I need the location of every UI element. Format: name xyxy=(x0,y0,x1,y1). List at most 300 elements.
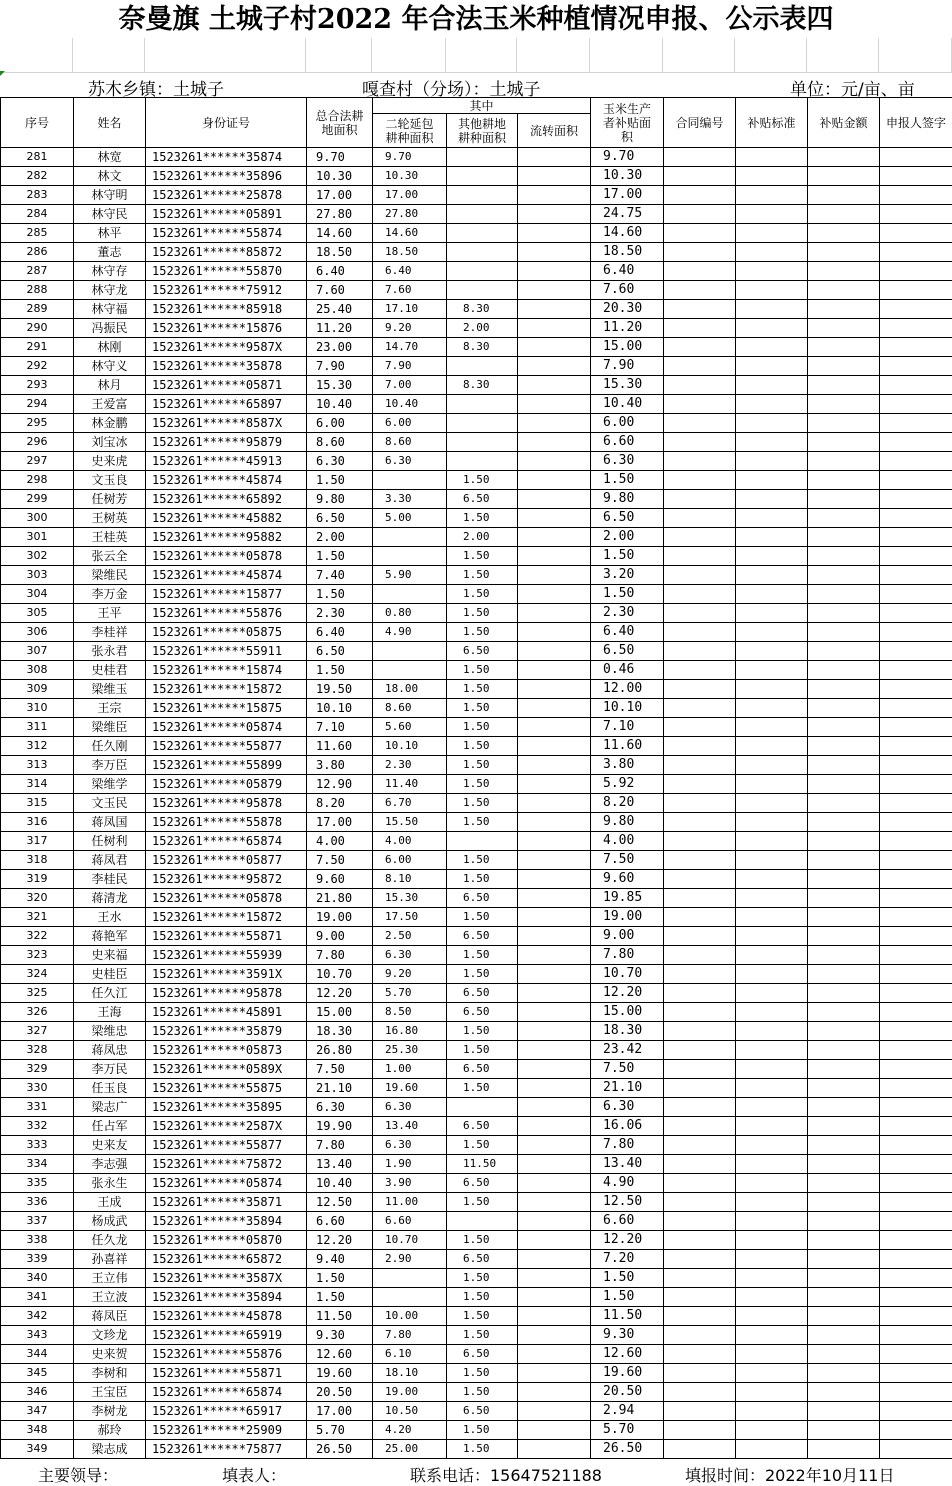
seq-cell: 336 xyxy=(1,1193,74,1212)
name-cell: 任树芳 xyxy=(74,490,146,509)
total-area-cell: 7.50 xyxy=(307,1060,373,1079)
name-cell: 王宗 xyxy=(74,699,146,718)
second-round-cell: 5.70 xyxy=(373,984,447,1003)
id-cell: 1523261******65917 xyxy=(146,1402,307,1421)
total-area-cell: 12.50 xyxy=(307,1193,373,1212)
amount-cell xyxy=(808,1155,880,1174)
seq-cell: 288 xyxy=(1,281,74,300)
second-round-cell: 11.00 xyxy=(373,1193,447,1212)
total-area-cell: 25.40 xyxy=(307,300,373,319)
amount-cell xyxy=(808,1440,880,1459)
producer-area-cell: 9.80 xyxy=(591,813,664,832)
std-cell xyxy=(736,1003,808,1022)
contract-cell xyxy=(664,737,736,756)
std-cell xyxy=(736,1250,808,1269)
header-contract: 合同编号 xyxy=(664,98,736,148)
amount-cell xyxy=(808,186,880,205)
contract-cell xyxy=(664,224,736,243)
second-round-cell xyxy=(373,471,447,490)
total-area-cell: 10.30 xyxy=(307,167,373,186)
table-row xyxy=(1,1250,952,1269)
std-cell xyxy=(736,509,808,528)
amount-cell xyxy=(808,813,880,832)
contract-cell xyxy=(664,414,736,433)
std-cell xyxy=(736,1117,808,1136)
name-cell: 李树和 xyxy=(74,1364,146,1383)
other-area-cell: 1.50 xyxy=(447,623,518,642)
second-round-cell: 3.90 xyxy=(373,1174,447,1193)
producer-area-cell: 7.80 xyxy=(591,946,664,965)
seq-cell: 339 xyxy=(1,1250,74,1269)
name-cell: 王爱富 xyxy=(74,395,146,414)
other-area-cell xyxy=(447,224,518,243)
seq-cell: 299 xyxy=(1,490,74,509)
std-cell xyxy=(736,1345,808,1364)
total-area-cell: 17.00 xyxy=(307,813,373,832)
total-area-cell: 17.00 xyxy=(307,1402,373,1421)
amount-cell xyxy=(808,1326,880,1345)
seq-cell: 290 xyxy=(1,319,74,338)
sign-cell xyxy=(880,718,952,737)
producer-area-cell: 7.90 xyxy=(591,357,664,376)
table-row xyxy=(1,186,952,205)
second-round-cell xyxy=(373,642,447,661)
total-area-cell: 10.40 xyxy=(307,395,373,414)
transfer-cell xyxy=(518,1003,591,1022)
id-cell: 1523261******05878 xyxy=(146,889,307,908)
seq-cell: 347 xyxy=(1,1402,74,1421)
amount-cell xyxy=(808,566,880,585)
amount-cell xyxy=(808,205,880,224)
second-round-cell: 6.30 xyxy=(373,1098,447,1117)
contract-cell xyxy=(664,1345,736,1364)
name-cell: 李志强 xyxy=(74,1155,146,1174)
std-cell xyxy=(736,965,808,984)
total-area-cell: 12.90 xyxy=(307,775,373,794)
amount-cell xyxy=(808,319,880,338)
contract-cell xyxy=(664,1440,736,1459)
seq-cell: 337 xyxy=(1,1212,74,1231)
seq-cell: 298 xyxy=(1,471,74,490)
seq-cell: 324 xyxy=(1,965,74,984)
producer-area-cell: 5.70 xyxy=(591,1421,664,1440)
transfer-cell xyxy=(518,319,591,338)
amount-cell xyxy=(808,1345,880,1364)
producer-area-cell: 7.10 xyxy=(591,718,664,737)
std-cell xyxy=(736,319,808,338)
footer-leader: 主要领导： xyxy=(38,1463,118,1486)
std-cell xyxy=(736,680,808,699)
other-area-cell: 6.50 xyxy=(447,1250,518,1269)
amount-cell xyxy=(808,908,880,927)
second-round-cell: 10.10 xyxy=(373,737,447,756)
transfer-cell xyxy=(518,566,591,585)
seq-cell: 306 xyxy=(1,623,74,642)
producer-area-cell: 10.10 xyxy=(591,699,664,718)
contract-cell xyxy=(664,1231,736,1250)
contract-cell xyxy=(664,1402,736,1421)
std-cell xyxy=(736,984,808,1003)
table-row xyxy=(1,1402,952,1421)
name-cell: 李树龙 xyxy=(74,1402,146,1421)
std-cell xyxy=(736,946,808,965)
transfer-cell xyxy=(518,889,591,908)
id-cell: 1523261******55876 xyxy=(146,604,307,623)
amount-cell xyxy=(808,1060,880,1079)
std-cell xyxy=(736,148,808,167)
producer-area-cell: 11.20 xyxy=(591,319,664,338)
contract-cell xyxy=(664,832,736,851)
sign-cell xyxy=(880,319,952,338)
contract-cell xyxy=(664,395,736,414)
sign-cell xyxy=(880,186,952,205)
name-cell: 史来友 xyxy=(74,1136,146,1155)
seq-cell: 326 xyxy=(1,1003,74,1022)
other-area-cell xyxy=(447,148,518,167)
id-cell: 1523261******2587X xyxy=(146,1117,307,1136)
std-cell xyxy=(736,1231,808,1250)
table-row xyxy=(1,1136,952,1155)
transfer-cell xyxy=(518,414,591,433)
amount-cell xyxy=(808,1098,880,1117)
table-row xyxy=(1,1193,952,1212)
table-row xyxy=(1,585,952,604)
transfer-cell xyxy=(518,623,591,642)
seq-cell: 320 xyxy=(1,889,74,908)
contract-cell xyxy=(664,357,736,376)
contract-cell xyxy=(664,1269,736,1288)
seq-cell: 289 xyxy=(1,300,74,319)
amount-cell xyxy=(808,338,880,357)
seq-cell: 331 xyxy=(1,1098,74,1117)
seq-cell: 308 xyxy=(1,661,74,680)
transfer-cell xyxy=(518,737,591,756)
name-cell: 刘宝冰 xyxy=(74,433,146,452)
transfer-cell xyxy=(518,642,591,661)
sign-cell xyxy=(880,1307,952,1326)
contract-cell xyxy=(664,452,736,471)
seq-cell: 307 xyxy=(1,642,74,661)
header-seq: 序号 xyxy=(1,98,74,148)
amount-cell xyxy=(808,870,880,889)
std-cell xyxy=(736,1288,808,1307)
amount-cell xyxy=(808,1421,880,1440)
transfer-cell xyxy=(518,1402,591,1421)
table-row xyxy=(1,1383,952,1402)
second-round-cell: 18.00 xyxy=(373,680,447,699)
second-round-cell: 2.90 xyxy=(373,1250,447,1269)
producer-area-cell: 17.00 xyxy=(591,186,664,205)
std-cell xyxy=(736,186,808,205)
producer-area-cell: 11.60 xyxy=(591,737,664,756)
seq-cell: 321 xyxy=(1,908,74,927)
std-cell xyxy=(736,395,808,414)
name-cell: 林守民 xyxy=(74,205,146,224)
std-cell xyxy=(736,1440,808,1459)
second-round-cell: 15.50 xyxy=(373,813,447,832)
other-area-cell: 6.50 xyxy=(447,1003,518,1022)
total-area-cell: 21.10 xyxy=(307,1079,373,1098)
transfer-cell xyxy=(518,1079,591,1098)
amount-cell xyxy=(808,1383,880,1402)
std-cell xyxy=(736,775,808,794)
transfer-cell xyxy=(518,1155,591,1174)
name-cell: 任久江 xyxy=(74,984,146,1003)
name-cell: 王立伟 xyxy=(74,1269,146,1288)
amount-cell xyxy=(808,661,880,680)
producer-area-cell: 19.60 xyxy=(591,1364,664,1383)
seq-cell: 319 xyxy=(1,870,74,889)
seq-cell: 285 xyxy=(1,224,74,243)
contract-cell xyxy=(664,965,736,984)
id-cell: 1523261******35871 xyxy=(146,1193,307,1212)
second-round-cell: 2.50 xyxy=(373,927,447,946)
total-area-cell: 18.50 xyxy=(307,243,373,262)
second-round-cell: 6.00 xyxy=(373,414,447,433)
id-cell: 1523261******45878 xyxy=(146,1307,307,1326)
transfer-cell xyxy=(518,1269,591,1288)
second-round-cell: 7.60 xyxy=(373,281,447,300)
table-row xyxy=(1,414,952,433)
amount-cell xyxy=(808,148,880,167)
other-area-cell: 8.30 xyxy=(447,300,518,319)
producer-area-cell: 16.06 xyxy=(591,1117,664,1136)
std-cell xyxy=(736,1212,808,1231)
cell-marker xyxy=(0,71,5,76)
second-round-cell: 9.20 xyxy=(373,319,447,338)
sign-cell xyxy=(880,1193,952,1212)
empty-grid-row xyxy=(0,38,952,73)
table-row xyxy=(1,1440,952,1459)
amount-cell xyxy=(808,376,880,395)
total-area-cell: 9.60 xyxy=(307,870,373,889)
transfer-cell xyxy=(518,1098,591,1117)
declaration-table xyxy=(0,97,952,1459)
table-row xyxy=(1,832,952,851)
transfer-cell xyxy=(518,528,591,547)
total-area-cell: 8.20 xyxy=(307,794,373,813)
name-cell: 张永君 xyxy=(74,642,146,661)
other-area-cell xyxy=(447,395,518,414)
id-cell: 1523261******55876 xyxy=(146,1345,307,1364)
table-row xyxy=(1,205,952,224)
amount-cell xyxy=(808,281,880,300)
seq-cell: 281 xyxy=(1,148,74,167)
contract-cell xyxy=(664,566,736,585)
producer-area-cell: 24.75 xyxy=(591,205,664,224)
name-cell: 任久龙 xyxy=(74,1231,146,1250)
sign-cell xyxy=(880,1421,952,1440)
name-cell: 林守龙 xyxy=(74,281,146,300)
name-cell: 梁维忠 xyxy=(74,1022,146,1041)
contract-cell xyxy=(664,1098,736,1117)
contract-cell xyxy=(664,680,736,699)
transfer-cell xyxy=(518,243,591,262)
sign-cell xyxy=(880,566,952,585)
name-cell: 蒋清龙 xyxy=(74,889,146,908)
name-cell: 王成 xyxy=(74,1193,146,1212)
producer-area-cell: 6.60 xyxy=(591,1212,664,1231)
total-area-cell: 12.20 xyxy=(307,1231,373,1250)
producer-area-cell: 14.60 xyxy=(591,224,664,243)
total-area-cell: 7.40 xyxy=(307,566,373,585)
second-round-cell: 18.50 xyxy=(373,243,447,262)
contract-cell xyxy=(664,642,736,661)
name-cell: 蒋凤臣 xyxy=(74,1307,146,1326)
name-cell: 文玉民 xyxy=(74,794,146,813)
id-cell: 1523261******15877 xyxy=(146,585,307,604)
std-cell xyxy=(736,357,808,376)
name-cell: 林月 xyxy=(74,376,146,395)
sign-cell xyxy=(880,1326,952,1345)
total-area-cell: 9.30 xyxy=(307,1326,373,1345)
std-cell xyxy=(736,338,808,357)
second-round-cell: 6.00 xyxy=(373,851,447,870)
id-cell: 1523261******55871 xyxy=(146,1364,307,1383)
producer-area-cell: 18.50 xyxy=(591,243,664,262)
amount-cell xyxy=(808,1136,880,1155)
sign-cell xyxy=(880,756,952,775)
table-row xyxy=(1,490,952,509)
header-amount: 补贴金额 xyxy=(808,98,880,148)
name-cell: 董志 xyxy=(74,243,146,262)
seq-cell: 335 xyxy=(1,1174,74,1193)
seq-cell: 325 xyxy=(1,984,74,1003)
transfer-cell xyxy=(518,433,591,452)
second-round-cell: 0.80 xyxy=(373,604,447,623)
second-round-cell: 16.80 xyxy=(373,1022,447,1041)
sign-cell xyxy=(880,1288,952,1307)
seq-cell: 311 xyxy=(1,718,74,737)
id-cell: 1523261******35874 xyxy=(146,148,307,167)
total-area-cell: 17.00 xyxy=(307,186,373,205)
other-area-cell: 1.50 xyxy=(447,775,518,794)
transfer-cell xyxy=(518,1345,591,1364)
producer-area-cell: 0.46 xyxy=(591,661,664,680)
contract-cell xyxy=(664,1155,736,1174)
producer-area-cell: 12.20 xyxy=(591,984,664,1003)
other-area-cell xyxy=(447,357,518,376)
other-area-cell: 1.50 xyxy=(447,908,518,927)
second-round-cell: 18.10 xyxy=(373,1364,447,1383)
contract-cell xyxy=(664,775,736,794)
id-cell: 1523261******15874 xyxy=(146,661,307,680)
second-round-cell: 4.90 xyxy=(373,623,447,642)
seq-cell: 314 xyxy=(1,775,74,794)
total-area-cell: 6.50 xyxy=(307,509,373,528)
sign-cell xyxy=(880,490,952,509)
other-area-cell: 1.50 xyxy=(447,566,518,585)
amount-cell xyxy=(808,471,880,490)
contract-cell xyxy=(664,1383,736,1402)
std-cell xyxy=(736,1269,808,1288)
second-round-cell xyxy=(373,547,447,566)
std-cell xyxy=(736,414,808,433)
id-cell: 1523261******05873 xyxy=(146,1041,307,1060)
contract-cell xyxy=(664,376,736,395)
id-cell: 1523261******75912 xyxy=(146,281,307,300)
sign-cell xyxy=(880,395,952,414)
other-area-cell: 1.50 xyxy=(447,813,518,832)
other-area-cell: 1.50 xyxy=(447,1326,518,1345)
other-area-cell xyxy=(447,281,518,300)
sign-cell xyxy=(880,376,952,395)
table-row xyxy=(1,300,952,319)
id-cell: 1523261******05870 xyxy=(146,1231,307,1250)
seq-cell: 296 xyxy=(1,433,74,452)
transfer-cell xyxy=(518,794,591,813)
second-round-cell: 6.60 xyxy=(373,1212,447,1231)
second-round-cell: 10.50 xyxy=(373,1402,447,1421)
seq-cell: 345 xyxy=(1,1364,74,1383)
table-row xyxy=(1,680,952,699)
name-cell: 文珍龙 xyxy=(74,1326,146,1345)
seq-cell: 340 xyxy=(1,1269,74,1288)
other-area-cell xyxy=(447,832,518,851)
transfer-cell xyxy=(518,908,591,927)
amount-cell xyxy=(808,1003,880,1022)
other-area-cell: 11.50 xyxy=(447,1155,518,1174)
sign-cell xyxy=(880,661,952,680)
seq-cell: 287 xyxy=(1,262,74,281)
producer-area-cell: 9.00 xyxy=(591,927,664,946)
id-cell: 1523261******65919 xyxy=(146,1326,307,1345)
name-cell: 李万民 xyxy=(74,1060,146,1079)
contract-cell xyxy=(664,433,736,452)
amount-cell xyxy=(808,832,880,851)
amount-cell xyxy=(808,224,880,243)
other-area-cell: 1.50 xyxy=(447,1288,518,1307)
name-cell: 张永生 xyxy=(74,1174,146,1193)
contract-cell xyxy=(664,1364,736,1383)
amount-cell xyxy=(808,1269,880,1288)
total-area-cell: 6.40 xyxy=(307,623,373,642)
second-round-cell: 6.70 xyxy=(373,794,447,813)
transfer-cell xyxy=(518,604,591,623)
id-cell: 1523261******55911 xyxy=(146,642,307,661)
table-row xyxy=(1,965,952,984)
contract-cell xyxy=(664,908,736,927)
second-round-cell xyxy=(373,528,447,547)
second-round-cell: 10.70 xyxy=(373,1231,447,1250)
contract-cell xyxy=(664,300,736,319)
std-cell xyxy=(736,1307,808,1326)
total-area-cell: 8.60 xyxy=(307,433,373,452)
id-cell: 1523261******05891 xyxy=(146,205,307,224)
producer-area-cell: 4.90 xyxy=(591,1174,664,1193)
second-round-cell: 10.40 xyxy=(373,395,447,414)
second-round-cell: 17.00 xyxy=(373,186,447,205)
name-cell: 林守义 xyxy=(74,357,146,376)
producer-area-cell: 6.00 xyxy=(591,414,664,433)
other-area-cell: 1.50 xyxy=(447,1022,518,1041)
table-row xyxy=(1,604,952,623)
other-area-cell: 1.50 xyxy=(447,471,518,490)
transfer-cell xyxy=(518,224,591,243)
contract-cell xyxy=(664,1421,736,1440)
transfer-cell xyxy=(518,946,591,965)
name-cell: 王立波 xyxy=(74,1288,146,1307)
header-id: 身份证号 xyxy=(146,98,307,148)
std-cell xyxy=(736,1193,808,1212)
sign-cell xyxy=(880,623,952,642)
other-area-cell: 1.50 xyxy=(447,661,518,680)
id-cell: 1523261******95882 xyxy=(146,528,307,547)
producer-area-cell: 19.00 xyxy=(591,908,664,927)
transfer-cell xyxy=(518,1421,591,1440)
std-cell xyxy=(736,718,808,737)
contract-cell xyxy=(664,547,736,566)
